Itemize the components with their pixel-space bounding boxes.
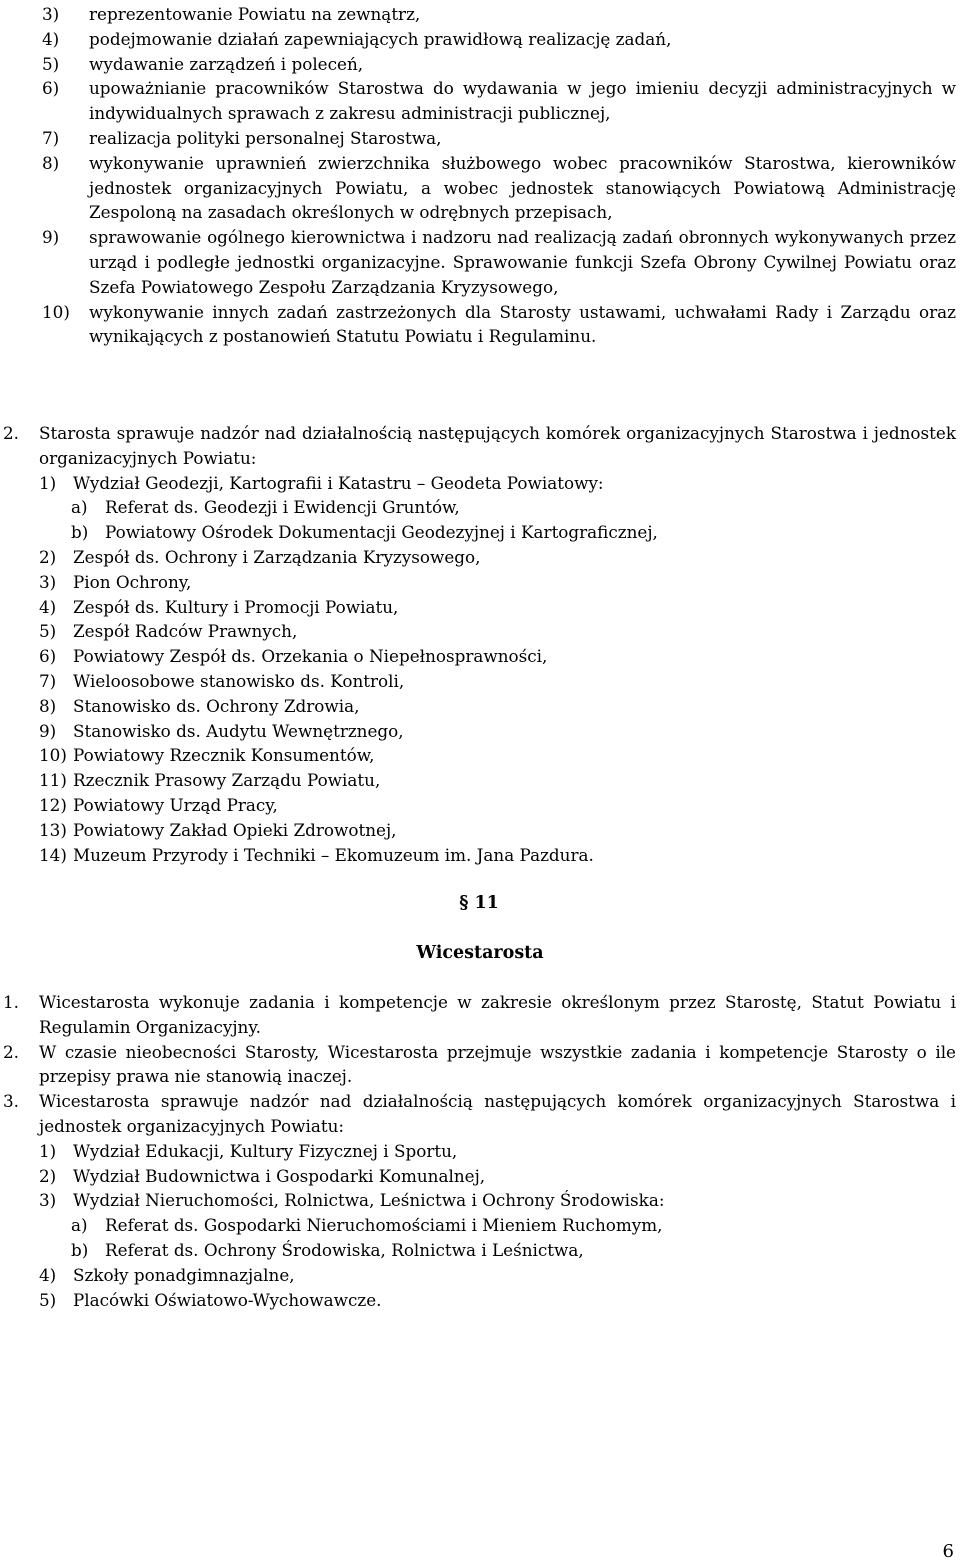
item-text: wykonywanie innych zadań zastrzeżonych dla Starosty ustawami, uchwałami Rady i Zarządu oraz wynikających z postanowień Statutu Powiatu i Regulaminu. [89, 301, 956, 347]
item-text: Powiatowy Zespół ds. Orzekania o Niepełnosprawności, [73, 646, 548, 667]
unit-item [39, 818, 951, 843]
section-heading [0, 891, 960, 966]
item-text: upoważnianie pracowników Starostwa do wydawania w jego imieniu decyzji administracyjnych w indywidualnych sprawach z zakresu administracji publicznej, [89, 78, 956, 124]
item-number: 1) [39, 1140, 57, 1161]
unit-item [39, 570, 951, 595]
wicestarosta-point [3, 1089, 956, 1139]
item-text: W czasie nieobecności Starosty, Wicestarosta przejmuje wszystkie zadania i kompetencje Starosty o ile przepisy prawa nie stanowią inaczej. [39, 1041, 956, 1087]
duty-item [42, 76, 956, 126]
item-text: podejmowanie działań zapewniających prawidłową realizację zadań, [89, 28, 672, 49]
section-number-value: 11 [474, 893, 499, 913]
item-number: 1. [3, 992, 20, 1012]
unit-item [39, 1139, 951, 1164]
unit-item [39, 471, 951, 496]
sub-unit-item [71, 1213, 951, 1238]
item-number: 13) [39, 819, 67, 840]
item-number: 14) [39, 844, 67, 865]
duty-item [42, 2, 956, 27]
item-number: b) [71, 522, 89, 543]
item-text: wykonywanie uprawnień zwierzchnika służbowego wobec pracowników Starostwa, kierowników jednostek organizacyjnych Powiatu, a wobec jednostek stanowiących Powiatową Administrację Zespoloną na zasadach określonych w odrębnych przepisach, [89, 152, 956, 223]
item-text: Referat ds. Gospodarki Nieruchomościami i Mieniem Ruchomym, [105, 1215, 663, 1236]
item-text: Stanowisko ds. Ochrony Zdrowia, [73, 695, 360, 716]
item-number: 3) [42, 4, 60, 24]
item-number: 6) [42, 78, 60, 99]
starosta-supervision-section [0, 421, 960, 867]
duty-item [42, 300, 956, 350]
item-number: 6) [39, 646, 57, 667]
duty-item [42, 151, 956, 225]
unit-item [39, 743, 951, 768]
item-text: Szkoły ponadgimnazjalne, [73, 1264, 295, 1285]
item-number: 10) [42, 301, 70, 322]
item-text: Powiatowy Zakład Opieki Zdrowotnej, [73, 819, 397, 840]
item-text: Muzeum Przyrody i Techniki – Ekomuzeum im. Jana Pazdura. [73, 844, 594, 865]
item-number: 3. [3, 1091, 20, 1112]
item-text: Stanowisko ds. Audytu Wewnętrznego, [73, 720, 404, 741]
item-number: 12) [39, 794, 67, 815]
item-number: 4) [39, 596, 57, 617]
wicestarosta-point [3, 990, 956, 1040]
unit-item [39, 843, 951, 868]
point-2 [3, 421, 956, 471]
item-text: Wydział Budownictwa i Gospodarki Komunalnej, [73, 1165, 486, 1186]
sub-unit-item [71, 520, 951, 545]
duty-item [42, 126, 956, 151]
sub-unit-item [71, 495, 951, 520]
item-number: 8) [39, 695, 57, 716]
point-number: 2. [3, 423, 20, 443]
unit-item [39, 595, 951, 620]
item-text: Zespół ds. Kultury i Promocji Powiatu, [73, 596, 399, 617]
page-number: 6 [942, 1541, 954, 1562]
unit-item [39, 1164, 951, 1189]
item-number: 3) [39, 1190, 57, 1211]
item-number: 5) [39, 1289, 57, 1310]
item-number: 8) [42, 152, 60, 173]
item-text: Powiatowy Urząd Pracy, [73, 794, 278, 815]
item-number: 5) [42, 53, 60, 74]
unit-item [39, 1288, 951, 1313]
duty-item [42, 225, 956, 299]
starosta-duties-list [0, 2, 960, 349]
item-number: 3) [39, 571, 57, 592]
item-number: 9) [39, 720, 57, 741]
item-text: Wydział Geodezji, Kartografii i Katastru – Geodeta Powiatowy: [73, 472, 604, 493]
paragraph-sign: § [459, 893, 469, 913]
item-text: wydawanie zarządzeń i poleceń, [89, 53, 364, 74]
unit-item [39, 1188, 951, 1213]
item-number: b) [71, 1239, 89, 1260]
unit-item [39, 644, 951, 669]
item-number: 9) [42, 227, 60, 248]
section-title: Wicestarosta [416, 942, 544, 963]
item-number: 7) [42, 127, 60, 148]
item-text: Wieloosobowe stanowisko ds. Kontroli, [73, 670, 405, 691]
unit-item [39, 619, 951, 644]
item-text: Powiatowy Rzecznik Konsumentów, [73, 745, 375, 766]
item-number: 2) [39, 1165, 57, 1186]
item-text: Wydział Edukacji, Kultury Fizycznej i Sportu, [73, 1140, 458, 1161]
unit-item [39, 719, 951, 744]
point-text: Starosta sprawuje nadzór nad działalnością następujących komórek organizacyjnych Starostwa i jednostek organizacyjnych Powiatu: [39, 423, 956, 468]
item-text: Referat ds. Ochrony Środowiska, Rolnictwa i Leśnictwa, [105, 1239, 584, 1260]
item-number: 4) [39, 1264, 57, 1285]
unit-item [39, 694, 951, 719]
wicestarosta-points [0, 990, 960, 1312]
unit-item [39, 768, 951, 793]
wicestarosta-point [3, 1040, 956, 1090]
item-text: Zespół Radców Prawnych, [73, 621, 298, 642]
section-number [0, 891, 960, 916]
item-text: reprezentowanie Powiatu na zewnątrz, [89, 4, 421, 24]
item-text: sprawowanie ogólnego kierownictwa i nadzoru nad realizacją zadań obronnych wykonywanych przez urząd i podległe jednostki organizacyjne. Sprawowanie funkcji Szefa Obrony Cywilnej Powiatu oraz Szefa Powiatowego Zespołu Zarządzania Kryzysowego, [89, 227, 956, 297]
item-number: 11) [39, 770, 67, 791]
supervised-units-list [0, 471, 960, 868]
unit-item [39, 793, 951, 818]
item-text: Placówki Oświatowo-Wychowawcze. [73, 1289, 382, 1310]
unit-item [39, 1263, 951, 1288]
item-text: realizacja polityki personalnej Starostwa, [89, 127, 442, 148]
item-number: 2) [39, 546, 57, 567]
item-number: 10) [39, 745, 67, 766]
item-text: Wicestarosta wykonuje zadania i kompetencje w zakresie określonym przez Starostę, Statut Powiatu i Regulamin Organizacyjny. [39, 992, 956, 1037]
unit-item [39, 669, 951, 694]
unit-item [39, 545, 951, 570]
item-text: Powiatowy Ośrodek Dokumentacji Geodezyjnej i Kartograficznej, [105, 522, 658, 543]
item-number: 4) [42, 28, 60, 49]
sub-unit-item [71, 1238, 951, 1263]
item-number: 2. [3, 1041, 20, 1062]
item-text: Wydział Nieruchomości, Rolnictwa, Leśnictwa i Ochrony Środowiska: [73, 1190, 665, 1211]
duty-item [42, 27, 956, 52]
item-text: Zespół ds. Ochrony i Zarządzania Kryzysowego, [73, 546, 481, 567]
item-text: Pion Ochrony, [73, 571, 192, 592]
item-text: Referat ds. Geodezji i Ewidencji Gruntów, [105, 497, 460, 518]
item-number: 1) [39, 472, 57, 493]
item-number: 5) [39, 621, 57, 642]
item-text: Rzecznik Prasowy Zarządu Powiatu, [73, 770, 381, 791]
item-number: a) [71, 497, 88, 518]
item-text: Wicestarosta sprawuje nadzór nad działalnością następujących komórek organizacyjnych Starostwa i jednostek organizacyjnych Powiatu: [39, 1091, 956, 1136]
item-number: 7) [39, 670, 57, 691]
duty-item [42, 52, 956, 77]
item-number: a) [71, 1215, 88, 1236]
